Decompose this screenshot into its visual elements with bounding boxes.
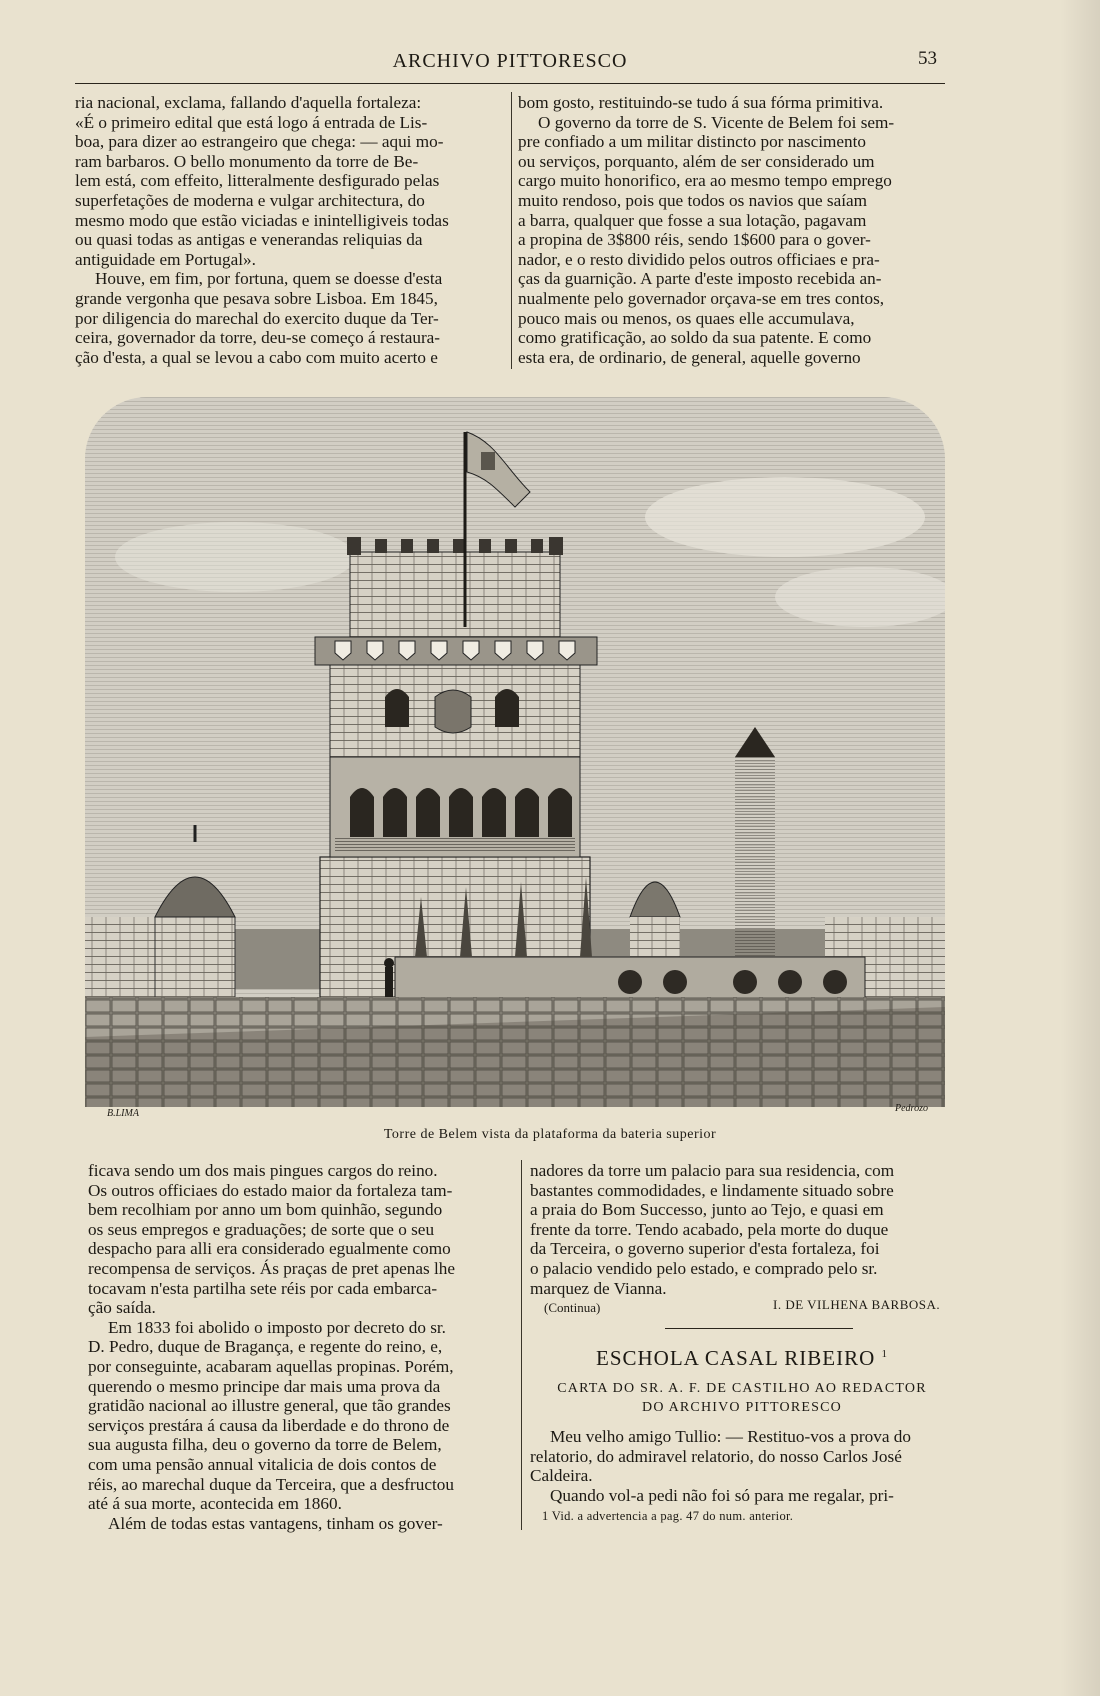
- text-line: a barra, qualquer que fosse a sua lotação, pagavam: [518, 210, 867, 230]
- text-line: esta era, de ordinario, de general, aquelle governo: [518, 347, 861, 367]
- top-left-column: [75, 93, 503, 367]
- column-divider-top: [511, 92, 512, 369]
- text-line: nadores da torre um palacio para sua residencia, com: [530, 1161, 895, 1180]
- text-line: relatorio, do admiravel relatorio, do nosso Carlos José: [530, 1446, 902, 1466]
- bottom-right-column: [530, 1161, 955, 1298]
- text-line: os seus empregos e graduações; de sorte que o seu: [88, 1219, 435, 1239]
- text-line: frente da torre. Tendo acabado, pela morte do duque: [530, 1219, 889, 1239]
- column-divider-bottom: [521, 1160, 522, 1530]
- text-line: serviços prestára á causa da liberdade e do throno de: [88, 1415, 450, 1435]
- top-right-column: [518, 93, 942, 367]
- text-line: da Terceira, o governo superior d'esta fortaleza, foi: [530, 1239, 880, 1259]
- page-number: 53: [918, 48, 937, 69]
- text-line: ram barbaros. O bello monumento da torre de Be-: [75, 151, 419, 171]
- section-title: [527, 1346, 957, 1371]
- text-line: «É o primeiro edital que está logo á entrada de Lis-: [75, 112, 428, 132]
- journal-title: ARCHIVO PITTORESCO: [392, 50, 628, 72]
- header-rule: [75, 83, 945, 84]
- bottom-left-column: [88, 1161, 512, 1533]
- section-subtitle-line1: CARTA DO SR. A. F. DE CASTILHO AO REDACTOR: [557, 1381, 927, 1396]
- text-line: tocavam n'esta partilha sete réis por cada embarca-: [88, 1278, 438, 1298]
- text-line: o palacio vendido pelo estado, e comprado pelo sr.: [530, 1258, 878, 1278]
- text-line: cargo muito honorifico, era ao mesmo tempo emprego: [518, 171, 892, 191]
- footnote-mark: 1: [881, 1348, 888, 1360]
- text-line: ria nacional, exclama, fallando d'aquella fortaleza:: [75, 93, 422, 112]
- text-line: superfetações de moderna e vulgar architectura, do: [75, 190, 425, 210]
- text-line: bom gosto, restituindo-se tudo á sua fórma primitiva.: [518, 93, 884, 112]
- text-line: réis, ao marechal duque da Terceira, que a desfructou: [88, 1474, 454, 1494]
- text-line: por diligencia do marechal do exercito duque da Ter-: [75, 308, 439, 328]
- text-line: ou quasi todas as antigas e venerandas reliquias da: [75, 230, 423, 250]
- text-line: por conseguinte, acabaram aquellas propinas. Porém,: [88, 1356, 454, 1376]
- footnote: 1 Vid. a advertencia a pag. 47 do num. anterior.: [542, 1509, 794, 1523]
- text-line: D. Pedro, duque de Bragança, e regente do reino, e,: [88, 1337, 443, 1357]
- figure-caption: Torre de Belem vista da plataforma da bateria superior: [383, 1127, 717, 1142]
- text-line: com uma pensão annual vitalicia de dois contos de: [88, 1454, 437, 1474]
- text-line: pre confiado a um militar distincto por nascimento: [518, 132, 866, 152]
- text-line: mesmo modo que estão viciadas e inintelligiveis todas: [75, 210, 449, 230]
- text-line: ceira, governador da torre, deu-se começo á restaura-: [75, 328, 441, 348]
- text-line: sua augusta filha, deu o governo da torre de Belem,: [88, 1435, 442, 1455]
- text-line: Houve, em fim, por fortuna, quem se doesse d'esta: [95, 269, 443, 289]
- text-line: ças da guarnição. A parte d'este imposto recebida an-: [518, 269, 882, 289]
- text-line: despacho para alli era considerado egualmente como: [88, 1239, 451, 1259]
- text-line: Além de todas estas vantagens, tinham os gover-: [108, 1513, 443, 1533]
- text-line: ficava sendo um dos mais pingues cargos do reino.: [88, 1161, 438, 1180]
- continua-note: (Continua): [544, 1300, 601, 1315]
- text-line: ção d'esta, a qual se levou a cabo com muito acerto e: [75, 347, 438, 367]
- text-line: ção saída.: [88, 1298, 156, 1318]
- text-line: como gratificação, ao soldo da sua patente. E como: [518, 328, 872, 348]
- text-line: querendo o mesmo principe dar mais uma prova da: [88, 1376, 441, 1396]
- page-edge-shadow: [1060, 0, 1100, 1696]
- letter-body: [530, 1427, 955, 1505]
- text-line: a praia do Bom Successo, junto ao Tejo, e quasi em: [530, 1200, 884, 1220]
- text-line: bem recolhiam por anno um bom quinhão, segundo: [88, 1200, 443, 1220]
- text-line: pouco mais ou menos, os quaes elle accumulava,: [518, 308, 855, 328]
- text-line: Os outros officiaes do estado maior da fortaleza tam-: [88, 1180, 453, 1200]
- text-line: Em 1833 foi abolido o imposto por decreto do sr.: [108, 1317, 446, 1337]
- text-line: O governo da torre de S. Vicente de Belem foi sem-: [538, 112, 895, 132]
- section-separator: [665, 1328, 853, 1329]
- text-line: Quando vol-a pedi não foi só para me regalar, pri-: [550, 1485, 894, 1505]
- text-line: boa, para dizer ao estrangeiro que chega: — aqui mo-: [75, 132, 444, 152]
- engraver-signature-left: B.LIMA: [107, 1108, 139, 1119]
- text-line: muito rendoso, pois que todos os navios que saíam: [518, 190, 867, 210]
- text-line: ou serviços, porquanto, além de ser considerado um: [518, 151, 875, 171]
- engraving-torre-de-belem: [85, 397, 945, 1107]
- text-line: Meu velho amigo Tullio: — Restituo-vos a prova do: [550, 1427, 911, 1446]
- text-line: nualmente pelo governador orçava-se em tres contos,: [518, 288, 885, 308]
- text-line: Caldeira.: [530, 1466, 593, 1486]
- running-header: [75, 48, 945, 84]
- text-line: nador, e o resto dividido pelos outros officiaes e pra-: [518, 249, 880, 269]
- text-line: recompensa de serviços. Ás praças de pret apenas lhe: [88, 1258, 455, 1278]
- text-line: gratidão nacional ao illustre general, que tão grandes: [88, 1396, 451, 1416]
- text-line: lem está, com effeito, litteralmente desfigurado pelas: [75, 171, 440, 191]
- text-line: até á sua morte, acontecida em 1860.: [88, 1494, 342, 1514]
- text-line: antiguidade em Portugal».: [75, 249, 256, 269]
- article-author: I. DE VILHENA BARBOSA.: [773, 1297, 941, 1312]
- text-line: marquez de Vianna.: [530, 1278, 667, 1298]
- section-title-text: ESCHOLA CASAL RIBEIRO: [596, 1346, 876, 1370]
- section-subtitle-line2: DO ARCHIVO PITTORESCO: [642, 1400, 842, 1415]
- text-line: a propina de 3$800 réis, sendo 1$600 para o gover-: [518, 230, 871, 250]
- text-line: bastantes commodidades, e lindamente situado sobre: [530, 1180, 894, 1200]
- engraver-signature-right: Pedrozo: [895, 1103, 928, 1114]
- text-line: grande vergonha que pesava sobre Lisboa. Em 1845,: [75, 288, 438, 308]
- tower-illustration: [85, 397, 945, 1107]
